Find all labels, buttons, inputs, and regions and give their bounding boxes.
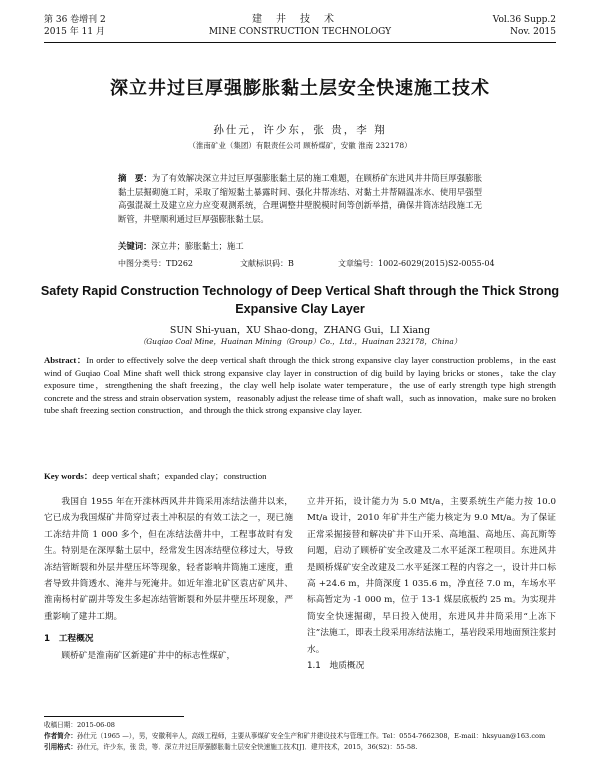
keywords-en [44,470,556,482]
author-list: 孙仕元，许少东，张 贵，李 翔 [213,124,387,136]
journal-name-en: MINE CONSTRUCTION TECHNOLOGY [208,27,392,37]
author-list-en: SUN Shi-yuan，XU Shao-dong，ZHANG Gui，LI Xiang [169,325,431,336]
keywords-en-text: deep vertical shaft；expanded clay；construction [92,471,267,481]
body-column-right [307,494,556,674]
keywords-cn-label: 关键词： [118,241,152,251]
keywords-cn-text: 深立井；膨胀黏土；施工 [151,241,244,251]
abstract-cn-text: 为了有效解决深立井过巨厚强膨胀黏土层的施工难题，在顾桥矿东进风井井筒巨厚强膨胀黏土层掘砌施工时，采取了缩短黏土暴露时间、强化井帮冻结、对黏土井帮隔温冻水、使用早强型高强混凝土及建立应力应变观测系统，合理调整井壁脱模时间等创新举措，确保井筒冻结段施工无断管，井壁顺利通过巨厚强膨胀黏土层。 [118,173,483,224]
publication-date: 2015 年 11 月 [44,27,105,37]
author-bio [44,731,556,742]
volume-issue: 第 36 卷增刊 2 [44,15,106,25]
keywords-cn [118,240,482,252]
body-column-left [44,494,293,664]
abstract-en-text: In order to effectively solve the deep vertical shaft through the thick strong expansive clay layer construction problems，in the east wind of Guqiao Coal Mine shaft well thick strong expansive clay layer in construction of dig build by laying bricks or stones，take the clay exposure time，strengthening the shaft freezing，the clay well help isolate water temperature，the use of early strength type high strength concrete and the stress and strain observation system，reasonably adjust the release time of shaft wall，such as innovation，make sure no broken tube shaft freezing section construction，and through the thick strong expansive clay layer. [44,355,556,416]
paper-title-en: Safety Rapid Construction Technology of Deep Vertical Shaft through the Thick Strong Expansive Clay Layer [40,284,560,316]
clc-number: 中图分类号：TD262 [118,259,194,268]
affiliation-en: （Guqiao Coal Mine，Huainan Mining（Group）Co.，Ltd.，Huainan 232178，China） [138,337,462,346]
author-bio-label: 作者简介： [44,732,77,740]
body-paragraph: 立井开拓，设计能力为 5.0 Mt/a，主要系统生产能力按 10.0 Mt/a 设计，2010 年矿井生产能力核定为 9.0 Mt/a。为了保证正常采掘接替和解决矿井下山开采、高地温、高地压、高瓦斯等问题，启动了顾桥矿安全改建及二水平延深工程项目。东进风井是顾桥煤矿安全改建及二水平延深工程的内容之一，设计井口标高 +24.6 m，井筒深度 1 035.6 m，净直径 7.0 m，车场水平标高暂定为 -1 000 m，位于 13-1 煤层底板约 25 m。为实现井筒安全快速掘砌，早日投入使用，东进风井井筒采用“上冻下注”法施工，即表土段采用冻结法施工，基岩段采用地面预注浆封水。 [307,497,556,655]
header-right [493,14,556,38]
publication-date-en: Nov. 2015 [510,27,556,37]
section-heading: 1 工程概况 [44,634,94,645]
paper-title: 深立井过巨厚强膨胀黏土层安全快速施工技术 [110,78,490,99]
volume-issue-en: Vol.36 Supp.2 [492,15,556,25]
abstract-cn-label: 摘 要： [118,173,152,183]
citation-label: 引用格式： [44,743,77,751]
body-paragraph: 我国自 1955 年在开滦林西风井井筒采用冻结法凿井以来，它已成为我国煤矿井筒穿过表土冲积层的有效工法之一，现已施工冻结井筒 1 000 多个，但在冻结法凿井中，工程事故时有发生。特别是在深厚黏土层中，经常发生因冻结壁位移过大，导致冻结管断裂和外层井壁压坏等现象，轻者影响井筒施工速度，重者导致井筒透水、淹井与死淹井。如近年淮北矿区袁店矿风井、淮南杨村矿副井等发生多起冻结管断裂和外层井壁压坏现象，严重影响了建井工期。 [44,497,293,622]
subsection-heading: 1.1 地质概况 [307,661,365,672]
footnotes [44,720,556,753]
abstract-cn [118,172,482,226]
footnote-divider [44,716,184,717]
document-code: 文献标识码：B [240,259,294,268]
running-header [44,14,556,44]
received-date: 收稿日期：2015-06-08 [44,721,115,729]
affiliation: （淮南矿业（集团）有限责任公司 顾桥煤矿，安徽 淮南 232178） [188,141,412,150]
abstract-en [44,354,556,417]
citation [44,742,556,753]
header-divider [44,42,556,43]
abstract-en-label: Abstract： [44,355,87,365]
header-center [44,14,556,38]
keywords-en-label: Key words： [44,471,93,481]
article-number: 文章编号：1002-6029(2015)S2-0055-04 [338,259,495,268]
citation-text: 孙仕元，许少东，张 贵，等．深立井过巨厚强膨胀黏土层安全快速施工技术[J]．建井技术，2015，36(S2)：55-58. [76,743,418,751]
body-paragraph: 顾桥矿是淮南矿区新建矿井中的标志性煤矿， [61,650,236,661]
journal-name-cn: 建井技术 [252,14,348,25]
author-bio-text: 孙仕元（1965 —），男，安徽利辛人，高级工程师，主要从事煤矿安全生产和矿井建设技术与管理工作。Tel：0554-7662308，E-mail：hksyuan@163.com [76,732,546,740]
